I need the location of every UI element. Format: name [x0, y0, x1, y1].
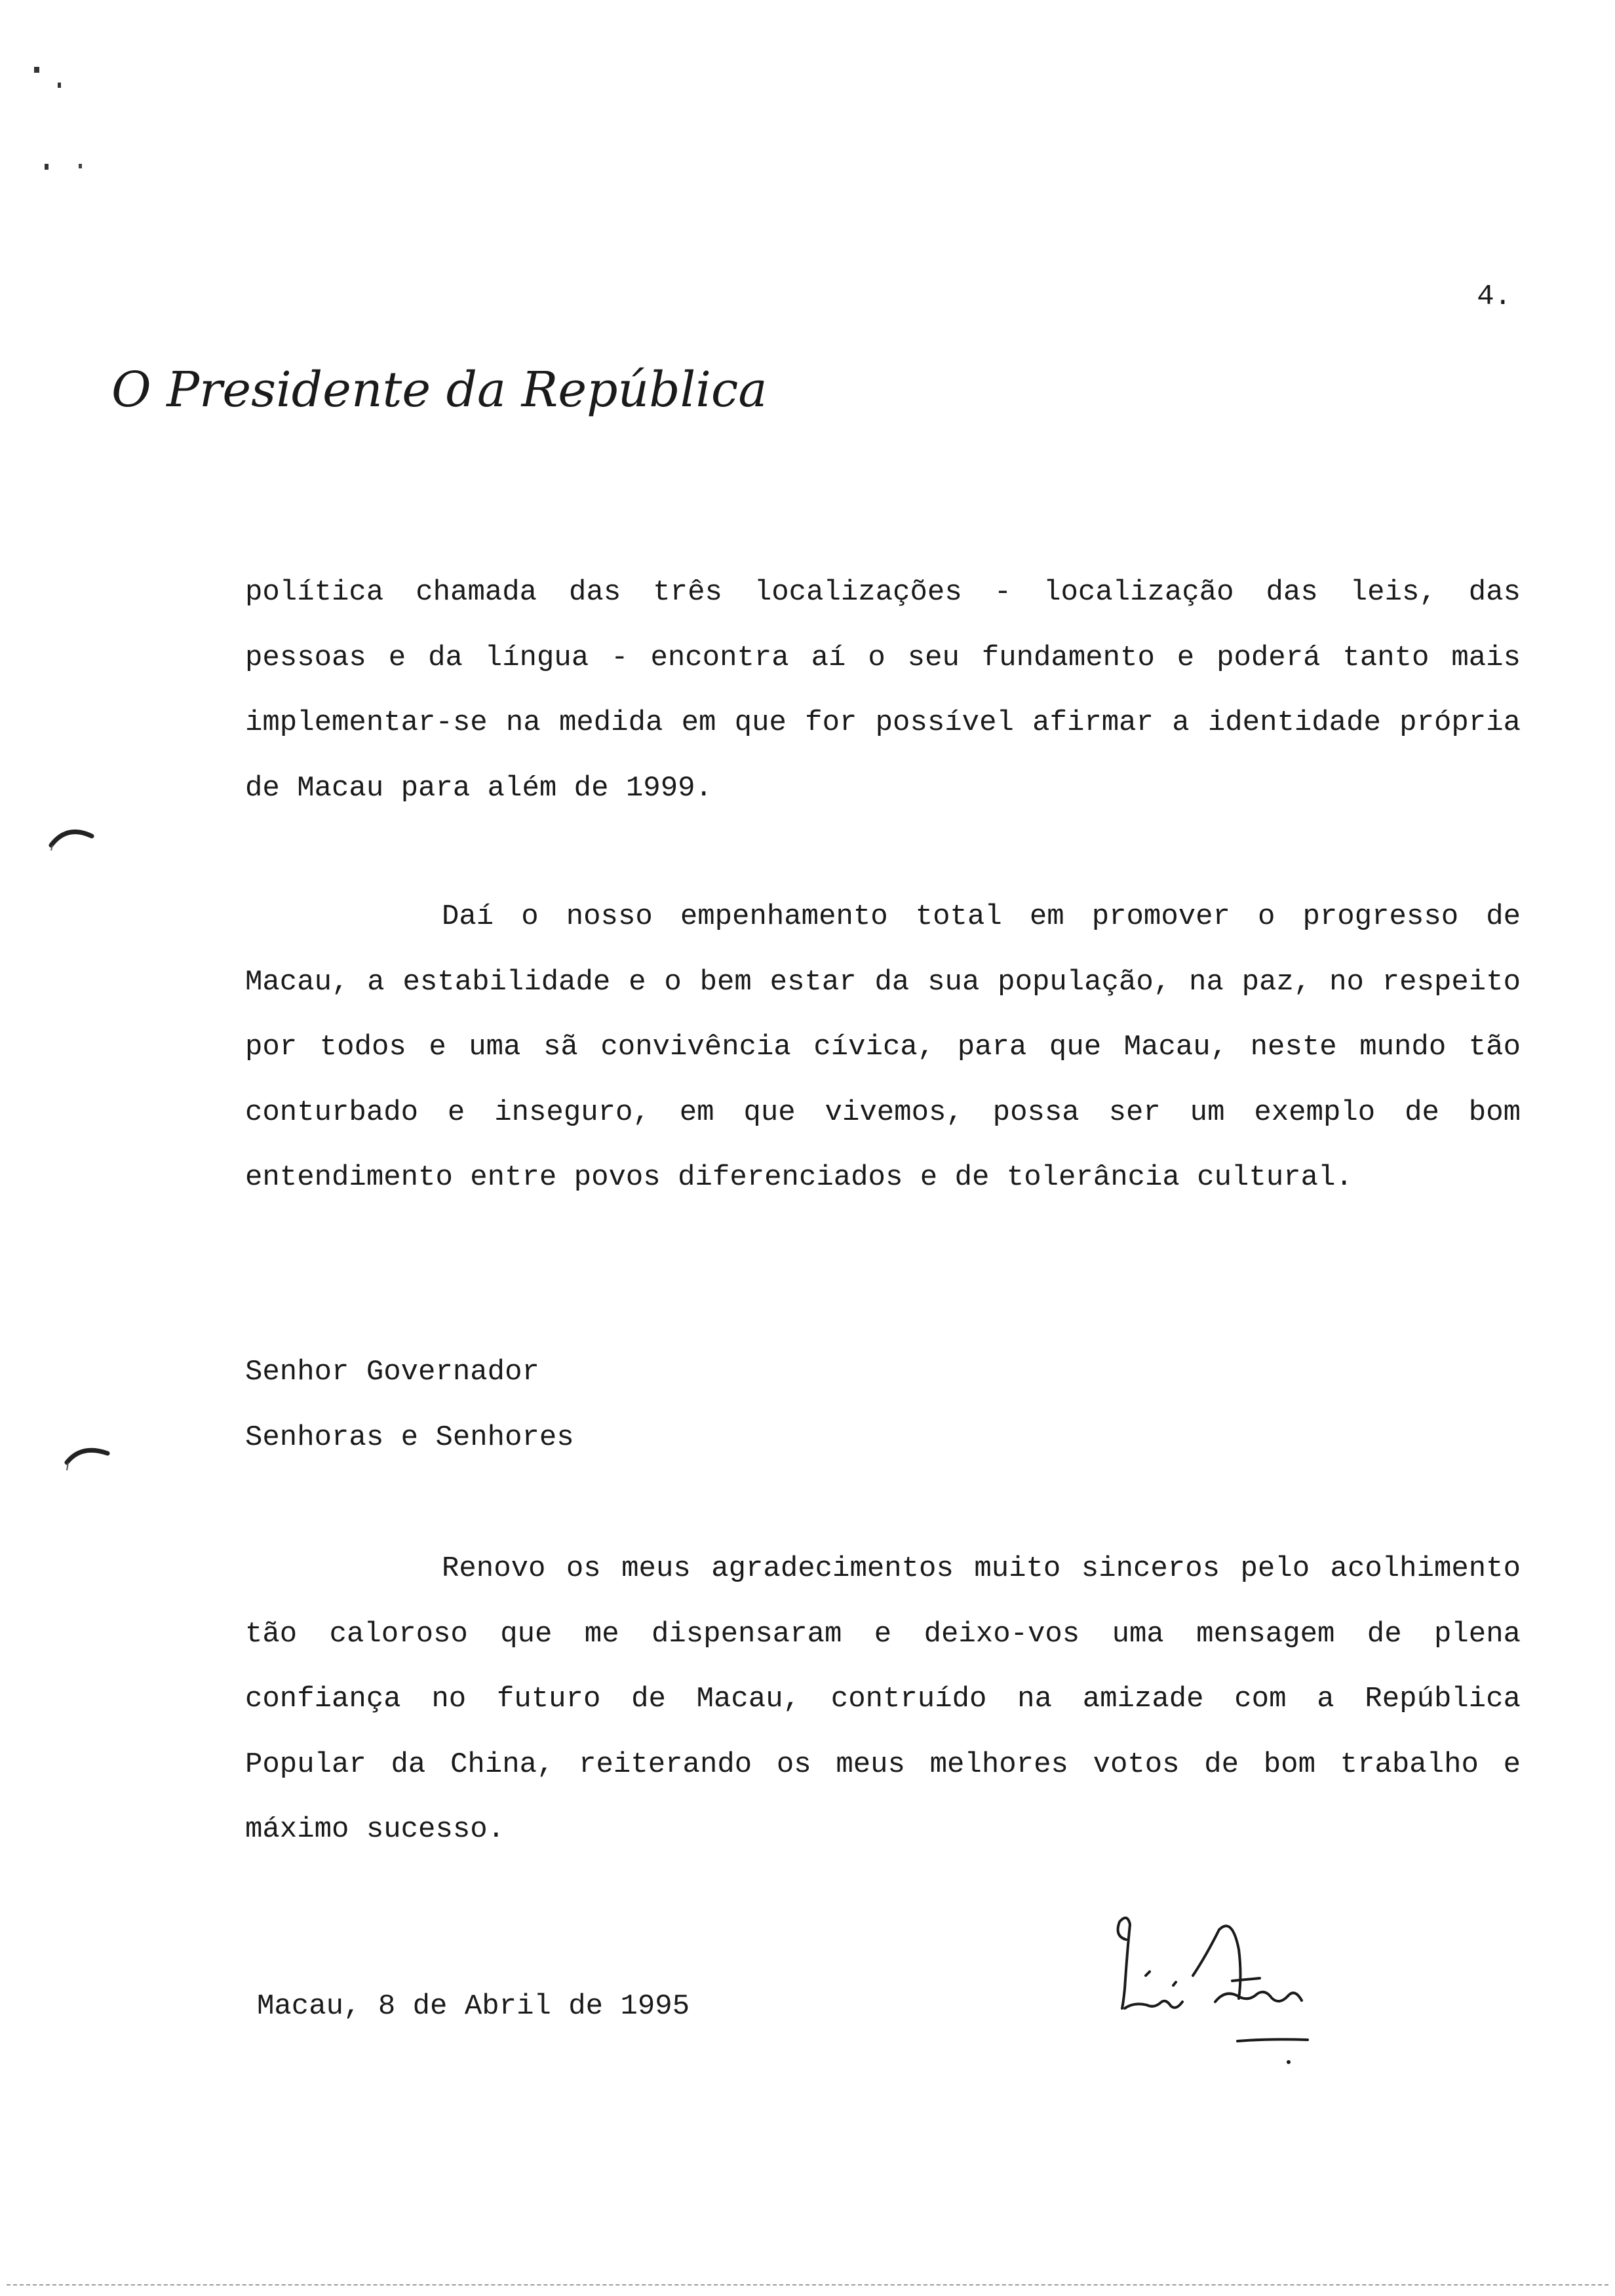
letterhead-text: O Presidente da República [111, 362, 768, 418]
signature [1108, 1910, 1370, 2080]
salutation [245, 1340, 1521, 1470]
paragraph-1: política chamada das três localizações - localização das leis, das pessoas e da língua - encontra aí o seu fundamento e poderá tanto mais implementar-se na medida em que for possível afirmar a identidade própria de Macau para além de 1999. [245, 576, 1521, 805]
page-number: 4. [1477, 280, 1511, 313]
paragraph-3: Renovo os meus agradecimentos muito sinceros pelo acolhimento tão caloroso que me dispensaram e deixo-vos uma mensagem de plena confiança no futuro de Macau, contruído na amizade com a República Popular da China, reiterando os meus melhores votos de bom trabalho e máximo sucesso. [245, 1552, 1521, 1846]
scan-speck [33, 66, 92, 177]
punch-mark-lower [63, 1436, 115, 1476]
punch-mark-upper [47, 819, 100, 852]
salutation-line-1: Senhor Governador [245, 1356, 539, 1388]
letterhead-script [105, 354, 768, 426]
salutation-line-2: Senhoras e Senhores [245, 1421, 574, 1454]
paragraph-2: Daí o nosso empenhamento total em promover o progresso de Macau, a estabilidade e o bem estar da sua população, na paz, no respeito por todos e uma sã convivência cívica, para que Macau, neste mundo tão conturbado e inseguro, em que vivemos, possa ser um exemplo de bom entendimento entre povos diferenciados e de tolerância cultural. [245, 900, 1521, 1194]
place-date: Macau, 8 de Abril de 1995 [257, 1990, 690, 2023]
scan-bottom-edge [7, 2284, 1608, 2286]
